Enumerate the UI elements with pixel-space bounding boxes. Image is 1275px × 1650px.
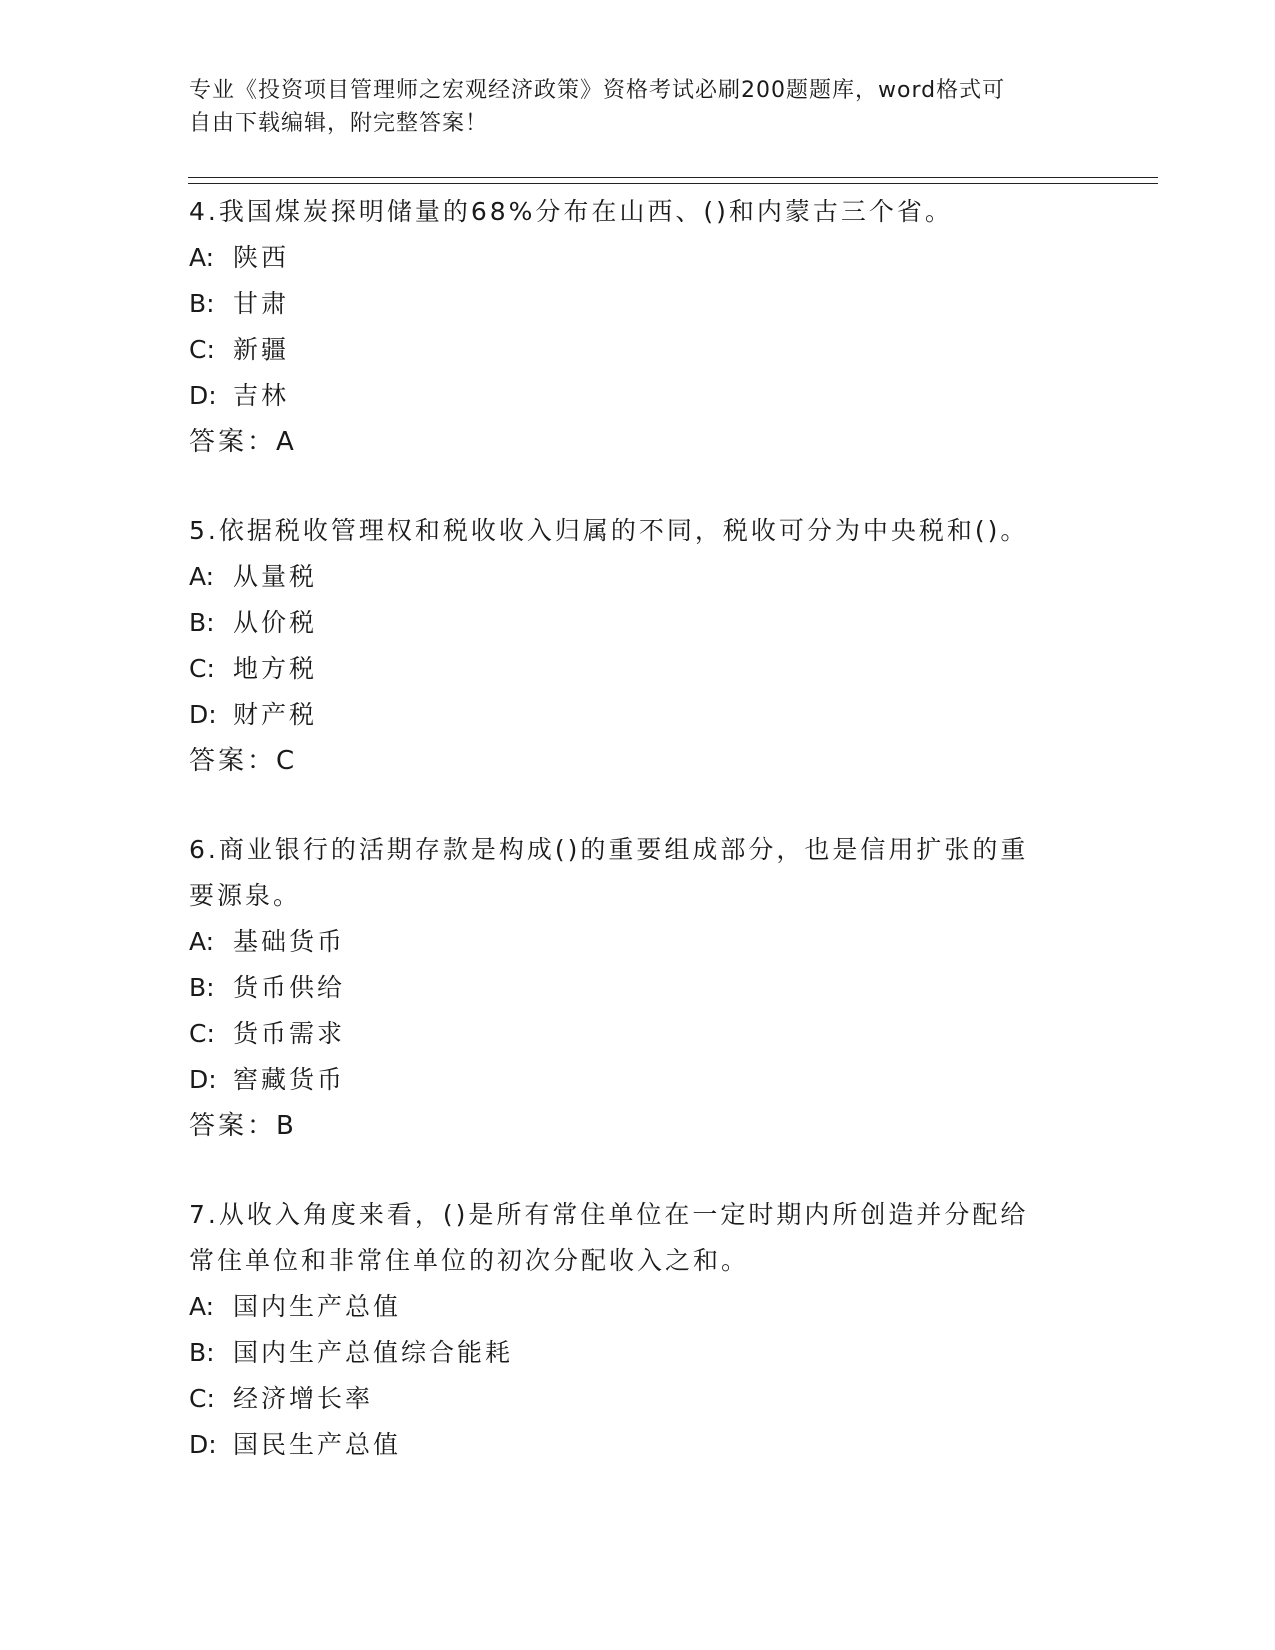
- option-text: 从量税: [233, 562, 318, 591]
- header-line-2: 自由下载编辑，附完整答案！: [189, 111, 489, 136]
- option-key: C:: [189, 1384, 215, 1413]
- option-key: A:: [189, 243, 215, 272]
- option-text: 吉林: [233, 381, 290, 410]
- option-text: 新疆: [233, 335, 290, 364]
- option-text: 财产税: [233, 700, 318, 729]
- question-stem: 4.我国煤炭探明储量的68%分布在山西、()和内蒙古三个省。: [189, 197, 953, 226]
- option-text: 货币供给: [233, 973, 346, 1002]
- question-7: [189, 1192, 1069, 1468]
- option-key: B:: [189, 289, 215, 318]
- option-key: D:: [189, 1065, 217, 1094]
- option-b: [189, 965, 1069, 1011]
- option-key: C:: [189, 1019, 215, 1048]
- option-text: 经济增长率: [233, 1384, 374, 1413]
- option-key: D:: [189, 381, 217, 410]
- answer-line: 答案：B: [189, 1111, 297, 1141]
- option-a: [189, 919, 1069, 965]
- question-6: [189, 827, 1069, 1149]
- option-key: A:: [189, 1292, 215, 1321]
- option-key: B:: [189, 973, 215, 1002]
- question-stem: 5.依据税收管理权和税收收入归属的不同，税收可分为中央税和()。: [189, 516, 1029, 545]
- question-stem-continued: 要源泉。: [189, 881, 302, 910]
- header-line-1: 专业《投资项目管理师之宏观经济政策》资格考试必刷200题题库，word格式可: [189, 78, 1006, 103]
- question-5: [189, 508, 1069, 784]
- option-a: [189, 1284, 1069, 1330]
- option-c: [189, 646, 1069, 692]
- option-text: 国内生产总值综合能耗: [233, 1338, 514, 1367]
- answer-line: 答案：C: [189, 746, 298, 776]
- option-d: [189, 373, 1069, 419]
- option-a: [189, 235, 1069, 281]
- option-key: B:: [189, 608, 215, 637]
- option-text: 国内生产总值: [233, 1292, 402, 1321]
- option-key: C:: [189, 654, 215, 683]
- option-text: 地方税: [233, 654, 318, 683]
- option-key: D:: [189, 700, 217, 729]
- option-a: [189, 554, 1069, 600]
- option-d: [189, 692, 1069, 738]
- document-header: [189, 74, 1069, 140]
- question-stem-continued: 常住单位和非常住单位的初次分配收入之和。: [189, 1246, 750, 1275]
- option-b: [189, 600, 1069, 646]
- option-text: 甘肃: [233, 289, 290, 318]
- header-divider-bottom: [188, 183, 1158, 184]
- option-text: 基础货币: [233, 927, 346, 956]
- option-text: 从价税: [233, 608, 318, 637]
- header-divider-top: [188, 177, 1158, 178]
- option-key: D:: [189, 1430, 217, 1459]
- question-stem: 6.商业银行的活期存款是构成()的重要组成部分，也是信用扩张的重: [189, 835, 1029, 864]
- option-key: A:: [189, 562, 215, 591]
- option-text: 货币需求: [233, 1019, 346, 1048]
- option-b: [189, 1330, 1069, 1376]
- option-b: [189, 281, 1069, 327]
- option-text: 窖藏货币: [233, 1065, 346, 1094]
- question-stem: 7.从收入角度来看，()是所有常住单位在一定时期内所创造并分配给: [189, 1200, 1029, 1229]
- answer-line: 答案：A: [189, 427, 297, 457]
- option-key: A:: [189, 927, 215, 956]
- option-d: [189, 1057, 1069, 1103]
- option-c: [189, 327, 1069, 373]
- option-key: C:: [189, 335, 215, 364]
- question-4: [189, 189, 1069, 465]
- option-c: [189, 1376, 1069, 1422]
- option-key: B:: [189, 1338, 215, 1367]
- option-text: 国民生产总值: [233, 1430, 402, 1459]
- option-d: [189, 1422, 1069, 1468]
- option-text: 陕西: [233, 243, 290, 272]
- option-c: [189, 1011, 1069, 1057]
